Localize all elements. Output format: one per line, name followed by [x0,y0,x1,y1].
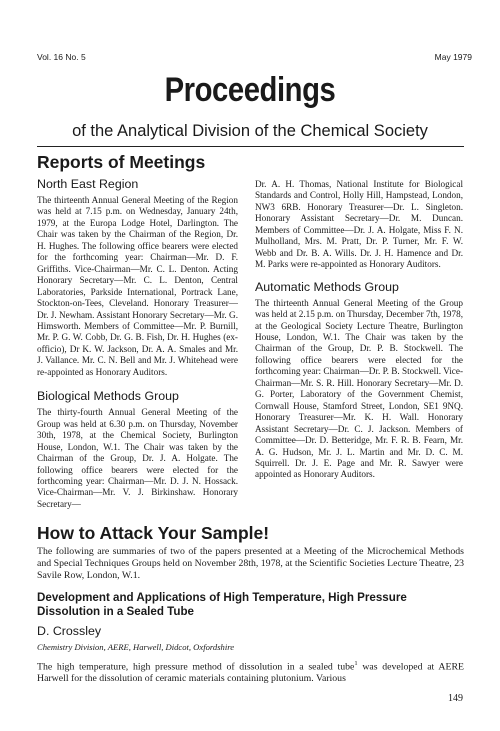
journal-subtitle: of the Analytical Division of the Chemical Society [72,122,428,140]
paper-text-b: was developed at AERE Harwell for the dissolution of ceramic materials containing plutonium. Various [37,660,464,685]
biological-text: The thirty-fourth Annual General Meeting of the Group was held at 6.30 p.m. on Thursday, November 30th, 1978, at the Chemical Society, Burlington House, London, W.1. The Chair was taken by the Chairman of the Group, Dr. J. A. Holgate. The following office bearers were elected for the forthcoming year: Chairman—Mr. D. J. N. Hossack. Vice-Chairman—Mr. V. J. Birkinshaw. Honorary Secretary— [37,407,238,509]
paper-text-a: The high temperature, high pressure method of dissolution in a sealed tube [37,660,355,672]
paper-affiliation: Chemistry Division, AERE, Harwell, Didcot, Oxfordshire [37,641,235,652]
journal-title: Proceedings [164,71,336,109]
footnote-ref[interactable]: 1 [354,659,358,667]
left-column [37,177,238,510]
north-east-text: The thirteenth Annual General Meeting of the Region was held at 7.15 p.m. on Wednesday, January 24th, 1979, at the Europa Lodge Hotel, Darlington. The Chair was taken by the Chairman of the Region, Dr. H. Hughes. The following office bearers were elected for the forthcoming year: Chairman—Mr. D. F. Griffiths. Vice-Chairman—Mr. C. L. Denton. Acting Honorary Secretary—Mr. C. L. Denton, Central Laboratories, Parkside International, Portrack Lane, Stockton-on-Tees, Cleveland. Honorary Treasurer—Dr. J. Newham. Assistant Honorary Secretary—Mr. G. Himsworth. Members of Committee—Mr. P. Burnill, Mr. P. G. W. Cobb, Dr. G. B. Fish, Dr. H. Hughes (ex-officio), Dr K. W. Jackson, Dr. A. A. Smales and Mr. J. Vallance. Mr. C. N. Bell and Mr. J. Whitehead were re-appointed as Honorary Auditors. [37,195,238,377]
paper-title: Development and Applications of High Temperature, High Pressure Dissolution in a Sealed Tube [37,590,407,618]
right-column [255,179,463,481]
volume-number: Vol. 16 No. 5 [37,52,86,62]
paper-text [37,658,464,686]
biological-heading: Biological Methods Group [37,389,179,404]
biological-continued-text: Dr. A. H. Thomas, National Institute for Biological Standards and Control, Holly Hill, Hampstead, London, NW3 6RB. Honorary Treasurer—Dr. L. Singleton. Honorary Assistant Secretary—Dr. M. Duncan. Members of Committee—Dr. J. A. Holgate, Miss F. N. Mulholland, Mrs. M. Pratt, Dr. P. Turner, Mr. F. W. Webb and Dr. B. A. Wills. Dr. J. H. Hamence and Dr. M. Parks were re-appointed as Honorary Auditors. [255,179,463,270]
page-number: 149 [448,693,463,704]
north-east-heading: North East Region [37,177,139,191]
attack-text: The following are summaries of two of the papers presented at a Meeting of the Microchemical Methods and Special Techniques Groups held on November 28th, 1978, at the Scientific Societies Lecture Theatre, 23 Savile Row, London, W.1. [37,546,464,582]
header-rule [37,146,464,147]
automatic-heading: Automatic Methods Group [255,279,399,294]
paper-author: D. Crossley [37,623,102,638]
issue-date: May 1979 [434,52,472,62]
automatic-text: The thirteenth Annual General Meeting of the Group was held at 2.15 p.m. on Thursday, December 7th, 1978, at the Geological Society Lecture Theatre, Burlington House, London, W.1. The Chair was taken by the Chairman of the Group, Dr. P. B. Stockwell. The following office bearers were elected for the forthcoming year: Chairman—Dr. P. B. Stockwell. Vice-Chairman—Mr. S. R. Hill. Honorary Secretary—Mr. D. G. Porter, Laboratory of the Government Chemist, Cornwall House, Stamford Street, London, SE1 9NQ. Honorary Treasurer—Mr. K. H. Wall. Honorary Assistant Secretary—Dr. C. J. Jackson. Members of Committee—Dr. D. Betteridge, Mr. F. R. B. Fearn, Mr. A. G. Hudson, Mr. J. L. Martin and Mr. D. C. M. Squirrell. Dr. J. E. Page and Mr. R. Sawyer were appointed as Honorary Auditors. [255,297,463,480]
attack-heading: How to Attack Your Sample! [37,523,270,543]
attack-section [37,523,464,685]
reports-heading: Reports of Meetings [37,152,206,172]
